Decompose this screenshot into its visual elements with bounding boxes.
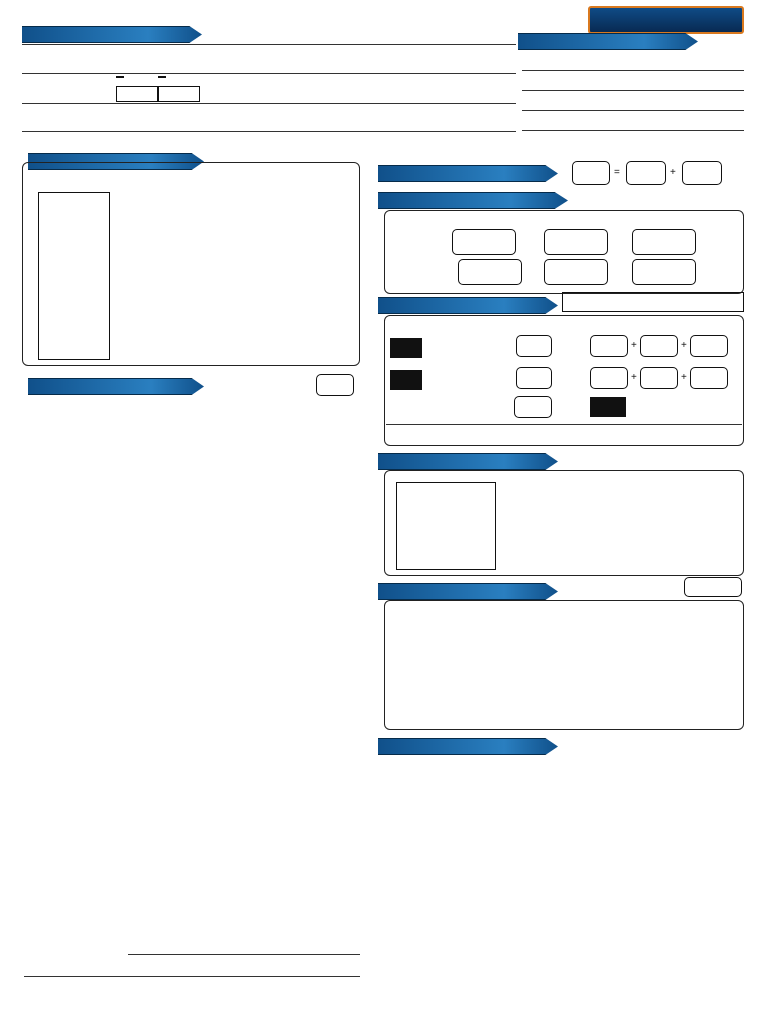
description-banner [518,33,698,50]
initiative-misc-box[interactable] [682,161,722,185]
initiative-banner [378,165,558,182]
speed-adjusted-box[interactable] [158,86,200,102]
stamina-box[interactable] [452,229,516,255]
adjusted-speed-label [158,76,166,78]
kac-armor-box[interactable] [590,367,628,389]
hit-points-box[interactable] [544,229,608,255]
current-resolve-box[interactable] [632,259,696,285]
kac-dex-box[interactable] [640,367,678,389]
speed-base-box[interactable] [116,86,158,102]
base-speed-label [116,76,124,78]
attacks-panel [384,600,744,730]
cm-kac-badge [590,397,626,417]
skills-banner [28,378,204,395]
skill-ranks-box[interactable] [316,374,354,396]
current-stamina-box[interactable] [458,259,522,285]
eac-armor-box[interactable] [590,335,628,357]
kac-badge [390,370,422,390]
eac-misc-box[interactable] [690,335,728,357]
eac-total-box[interactable] [516,335,552,357]
resolve-box[interactable] [632,229,696,255]
ac-cm-box[interactable] [514,396,552,418]
weapons-banner [378,738,558,755]
initiative-total-box[interactable] [572,161,610,185]
starfinder-logo [588,6,744,34]
bab-box[interactable] [684,577,742,597]
kac-misc-box[interactable] [690,367,728,389]
current-hp-box[interactable] [544,259,608,285]
character-name-banner [22,26,202,43]
health-banner [378,192,568,209]
saves-banner [378,453,558,470]
kac-total-box[interactable] [516,367,552,389]
attacks-banner [378,583,558,600]
armor-banner [378,297,558,314]
eac-badge [390,338,422,358]
initiative-dex-box[interactable] [626,161,666,185]
eac-dex-box[interactable] [640,335,678,357]
